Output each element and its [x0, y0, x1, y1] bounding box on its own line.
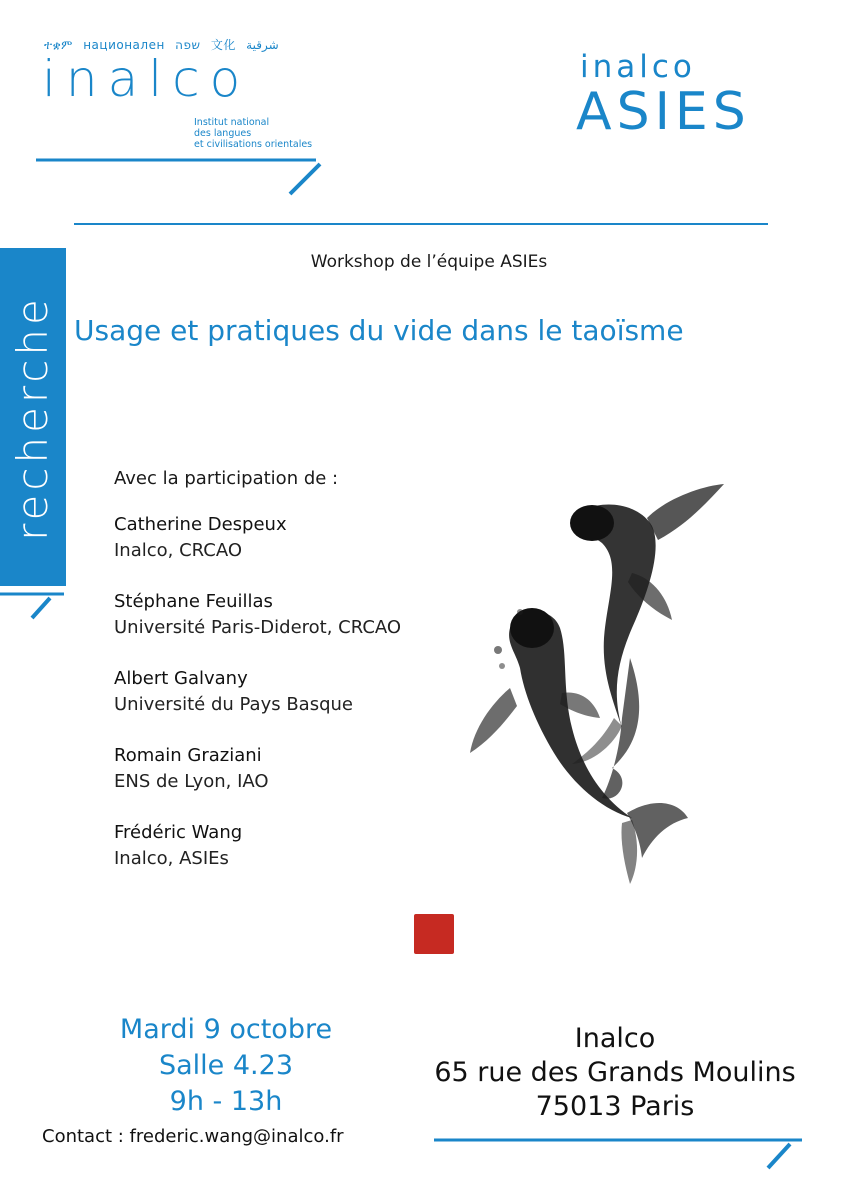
- event-date: Mardi 9 octobre: [119, 1014, 333, 1045]
- participant-affiliation: ENS de Lyon, IAO: [114, 771, 269, 792]
- venue-name: Inalco: [574, 1023, 656, 1054]
- team-logo-small: inalco: [580, 49, 696, 85]
- logo-wordmark: inalco: [42, 50, 251, 108]
- koi-fish-illustration: [462, 478, 732, 888]
- participant-name: Stéphane Feuillas: [114, 591, 273, 612]
- logo-subtitle: Institut national des langues et civilisations orientales: [194, 117, 313, 150]
- participant: [114, 589, 401, 641]
- participant-name: Romain Graziani: [114, 745, 262, 766]
- event-time: 9h - 13h: [169, 1086, 283, 1117]
- participants-list: [114, 466, 401, 897]
- logo-scripts: ተቋም национален שפה 文化 شرقية: [44, 38, 279, 52]
- participant-affiliation: Inalco, CRCAO: [114, 540, 243, 561]
- participant-name: Catherine Despeux: [114, 514, 287, 535]
- participant-name: Frédéric Wang: [114, 822, 243, 843]
- footer-mark: [434, 1136, 808, 1172]
- header-divider: [74, 222, 770, 226]
- team-logo-big: ASIES: [576, 82, 751, 142]
- venue-address: [410, 1022, 820, 1124]
- participant: [114, 666, 401, 718]
- event-kicker: Workshop de l’équipe ASIEs: [310, 252, 548, 272]
- venue-street: 65 rue des Grands Moulins: [434, 1057, 796, 1088]
- red-seal-stamp: [414, 914, 454, 954]
- participants-intro: Avec la participation de :: [114, 468, 339, 489]
- contact-email: Contact : frederic.wang@inalco.fr: [42, 1126, 344, 1147]
- side-tab-mark: [0, 590, 70, 622]
- side-tab-label: recherche: [8, 295, 57, 541]
- participant: [114, 743, 401, 795]
- event-room: Salle 4.23: [159, 1050, 293, 1081]
- participant-name: Albert Galvany: [114, 668, 248, 689]
- logo-underline: [34, 156, 324, 198]
- participant-affiliation: Université Paris-Diderot, CRCAO: [114, 617, 402, 638]
- participant: [114, 512, 401, 564]
- venue-city: 75013 Paris: [535, 1091, 695, 1122]
- participant: [114, 820, 401, 872]
- participant-affiliation: Inalco, ASIEs: [114, 848, 229, 869]
- event-schedule: [90, 1012, 362, 1120]
- event-title: Usage et pratiques du vide dans le taoïsme: [74, 314, 684, 347]
- participant-affiliation: Université du Pays Basque: [114, 694, 353, 715]
